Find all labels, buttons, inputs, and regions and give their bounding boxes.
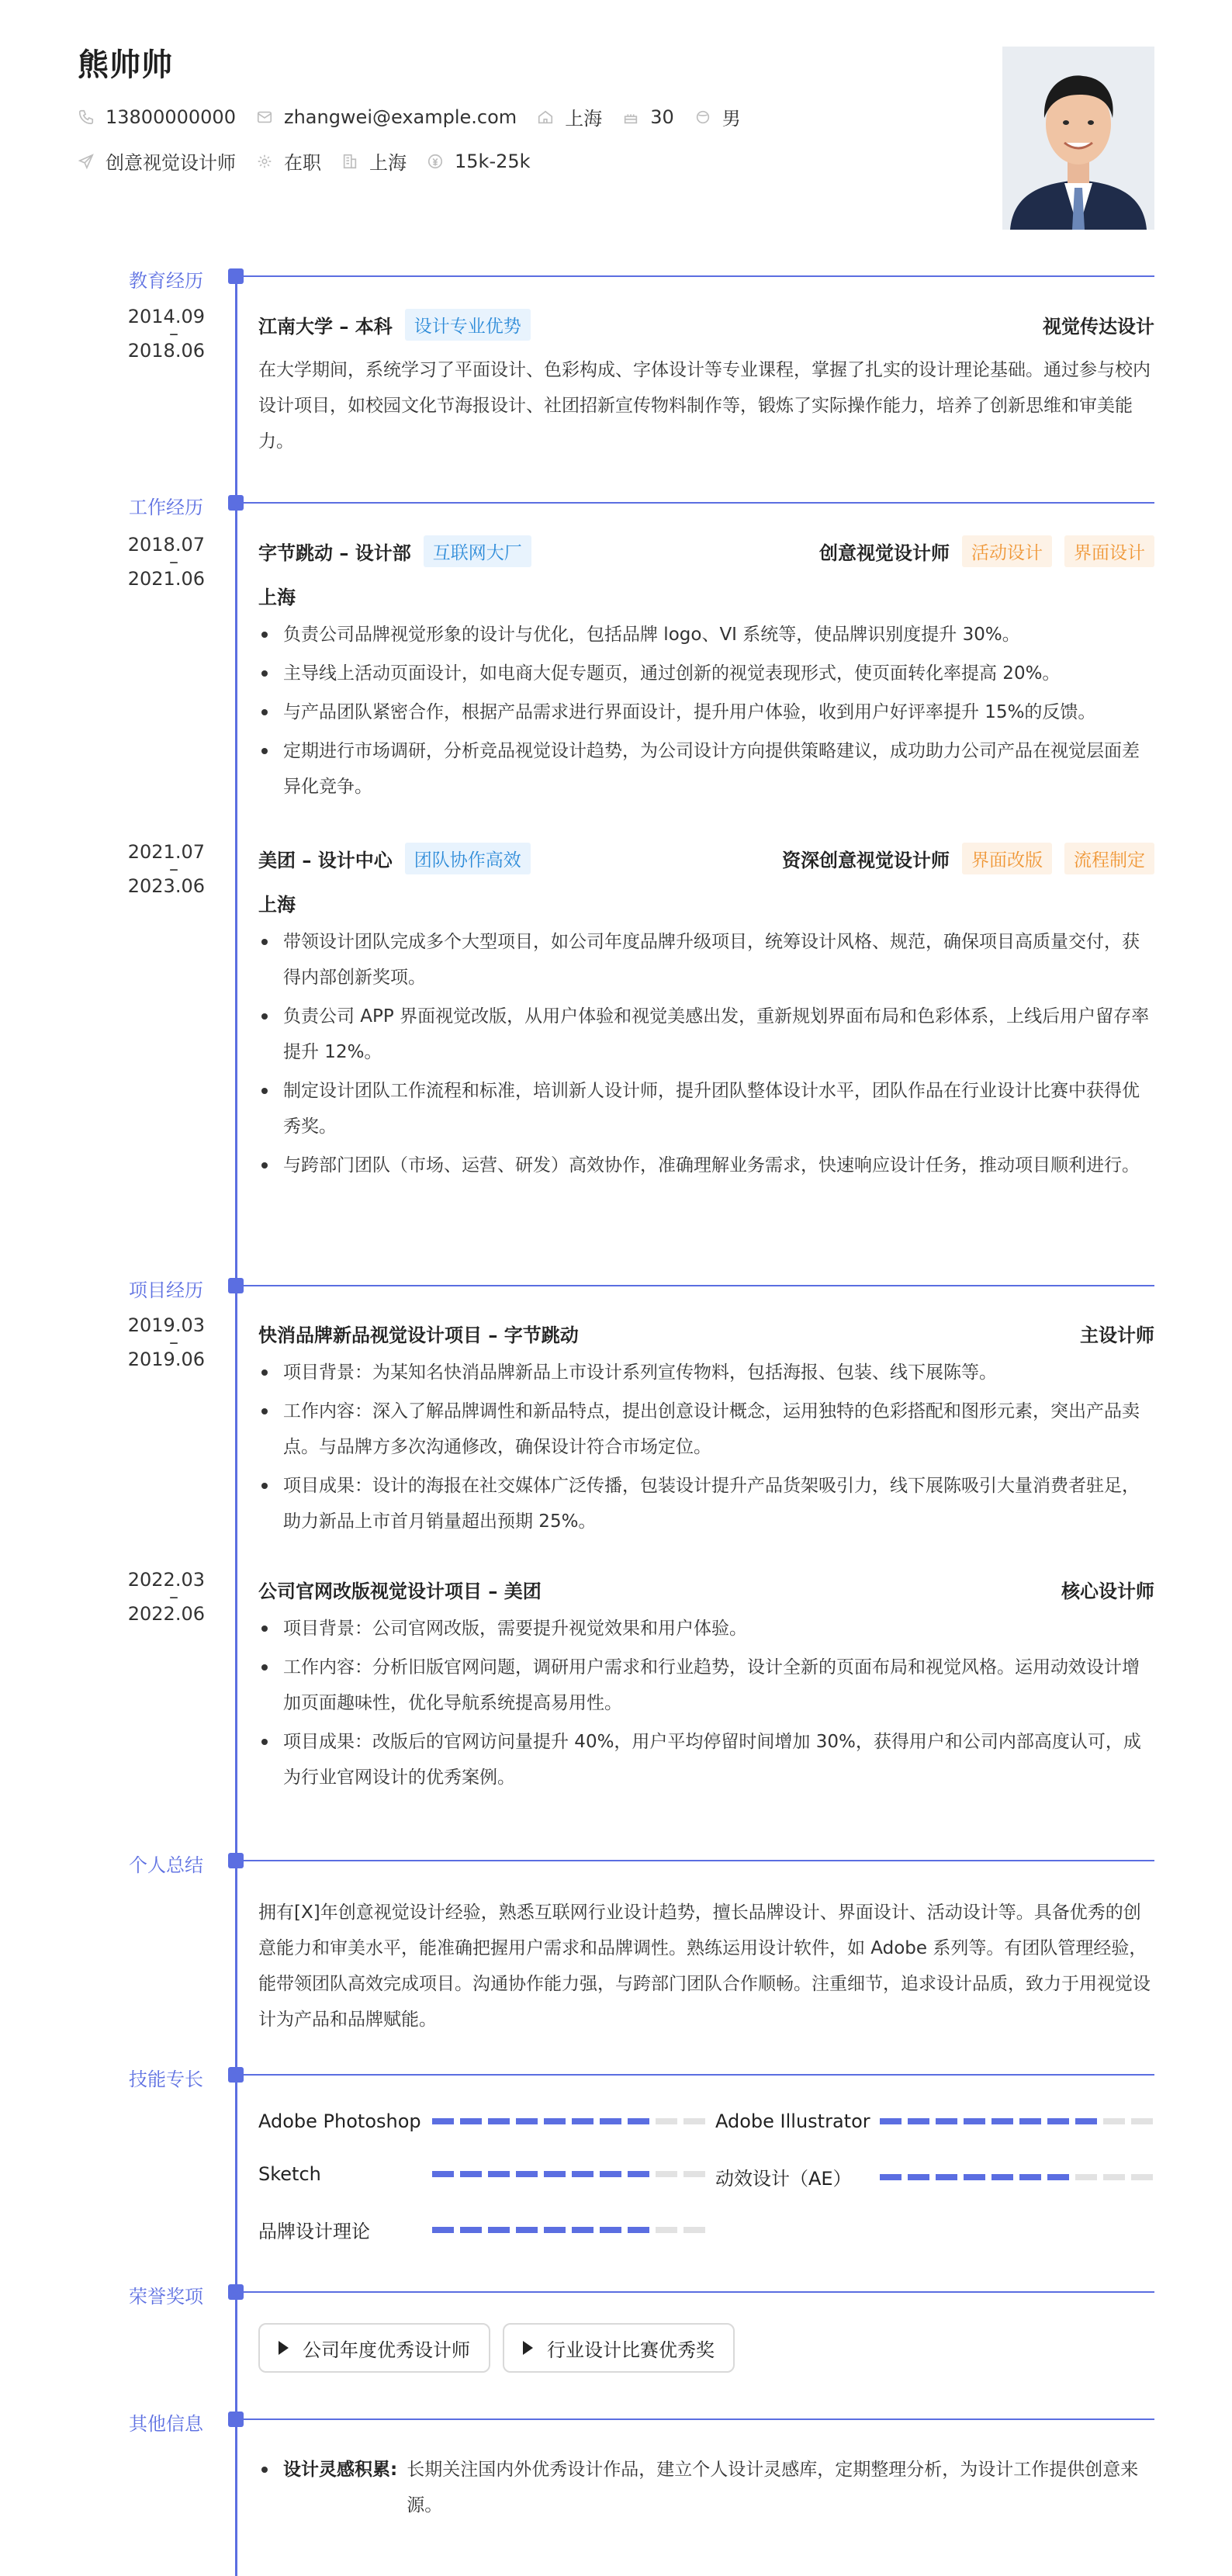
other-value: 长期关注国内外优秀设计作品，建立个人设计灵感库，定期整理分析，为设计工作提供创意来源。 [407, 2460, 1139, 2515]
age-value: 30 [650, 106, 674, 128]
gender-value: 男 [722, 108, 741, 130]
date-dash: – [169, 1586, 178, 1608]
skill-item [715, 2163, 1159, 2190]
skill-level-segment [1103, 2118, 1125, 2124]
money-icon [427, 153, 444, 170]
skill-item [715, 2110, 1159, 2132]
section-title: 工作经历 [129, 497, 203, 518]
skill-level-segment [936, 2174, 957, 2180]
skill-level-segment [1075, 2118, 1097, 2124]
honor-label: 行业设计比赛优秀奖 [547, 2339, 715, 2361]
list-item: 项目成果：设计的海报在社交媒体广泛传播，包装设计提升产品货架吸引力，线下展陈吸引大量消费者驻足，助力新品上市首月销量超出预期 25%。 [258, 1468, 1154, 1539]
skill-level-segment [572, 2171, 594, 2177]
section-divider [244, 502, 1154, 504]
section-summary [0, 1853, 1232, 1876]
section-divider [244, 2291, 1154, 2293]
location-item [537, 103, 602, 130]
role-tag: 界面设计 [1064, 535, 1154, 567]
other-key: 设计灵感积累: [283, 2460, 398, 2480]
skill-level-segment [880, 2118, 902, 2124]
skill-level-segment [880, 2174, 902, 2180]
school-name: 江南大学 – 本科 [258, 315, 393, 338]
education-dates [124, 307, 205, 360]
date-start: 2022.03 [127, 1569, 205, 1591]
entry-header [258, 1575, 1154, 1603]
phone-icon [78, 109, 95, 126]
skill-name: Sketch [258, 2163, 321, 2185]
honor-badge [503, 2323, 735, 2373]
project-dates [124, 1570, 205, 1623]
timeline-dot [228, 495, 244, 511]
skill-level-segment [432, 2118, 454, 2124]
skill-level-segment [683, 2227, 705, 2233]
date-end: 2019.06 [127, 1349, 205, 1370]
email-value: zhangwei@example.com [283, 106, 517, 128]
gender-item [694, 103, 741, 130]
work-entry [258, 537, 1154, 805]
work-dates [124, 843, 205, 895]
skill-level-segment [656, 2227, 677, 2233]
job-role: 创意视觉设计师 [819, 542, 950, 564]
timeline-dot [228, 2412, 244, 2427]
entry-header [258, 844, 1154, 872]
honor-badge [258, 2323, 490, 2373]
skill-item [258, 2163, 711, 2185]
timeline-line [235, 275, 237, 2576]
skill-level-segment [964, 2174, 985, 2180]
project-name: 快消品牌新品视觉设计项目 – 字节跳动 [258, 1324, 579, 1346]
skill-level-segment [600, 2171, 621, 2177]
education-description: 在大学期间，系统学习了平面设计、色彩构成、字体设计等专业课程，掌握了扎实的设计理论基础。通过参与校内设计项目，如校园文化节海报设计、社团招新宣传物料制作等，锻炼了实际操作能力，培养了创新思维和审美能力。 [258, 360, 1151, 452]
salary-value: 15k-25k [455, 150, 531, 172]
date-end: 2022.06 [127, 1603, 205, 1625]
skill-level-segment [683, 2171, 705, 2177]
education-entry [258, 310, 1154, 459]
project-dates [124, 1316, 205, 1369]
skill-name: Adobe Illustrator [715, 2110, 870, 2132]
home-icon [537, 109, 554, 126]
phone-value: 13800000000 [106, 106, 236, 128]
skill-level-segment [488, 2171, 510, 2177]
skill-level-segment [1047, 2118, 1069, 2124]
skill-level-segment [908, 2118, 929, 2124]
skill-level-segment [516, 2171, 538, 2177]
status-item [256, 147, 321, 175]
list-item: 项目成果：改版后的官网访问量提升 40%，用户平均停留时间增加 30%，获得用户和公司内部高度认可，成为行业官网设计的优秀案例。 [258, 1724, 1154, 1795]
entry-header [258, 1319, 1154, 1347]
project-bullets [258, 1355, 1154, 1539]
section-title: 其他信息 [129, 2413, 203, 2435]
company-name: 字节跳动 – 设计部 [258, 542, 411, 564]
skill-level-segment [600, 2118, 621, 2124]
skill-level-segment [1131, 2174, 1153, 2180]
project-bullets [258, 1611, 1154, 1795]
skill-level-bar [432, 2227, 711, 2233]
skill-level-segment [1019, 2174, 1041, 2180]
skill-level-bar [432, 2171, 711, 2177]
role-tag: 活动设计 [962, 535, 1052, 567]
resume-header [78, 40, 1055, 234]
skill-level-segment [1047, 2174, 1069, 2180]
project-entry [258, 1575, 1154, 1795]
skill-level-bar [432, 2118, 711, 2124]
date-start: 2014.09 [127, 306, 205, 327]
skill-level-segment [460, 2118, 482, 2124]
section-title: 荣誉奖项 [129, 2286, 203, 2308]
skill-level-segment [908, 2174, 929, 2180]
age-item [622, 106, 674, 128]
job-role: 资深创意视觉设计师 [782, 849, 950, 871]
date-end: 2021.06 [127, 568, 205, 590]
date-dash: – [169, 858, 178, 880]
section-honors [0, 2284, 1232, 2308]
skill-level-segment [991, 2174, 1013, 2180]
company-tag: 团队协作高效 [405, 843, 531, 874]
role-tag: 界面改版 [962, 843, 1052, 874]
major: 视觉传达设计 [1043, 315, 1154, 338]
timeline-dot [228, 2067, 244, 2083]
skill-level-segment [1075, 2174, 1097, 2180]
skill-level-segment [628, 2118, 649, 2124]
job-title-value: 创意视觉设计师 [106, 152, 236, 174]
list-item: 工作内容：分析旧版官网问题，调研用户需求和行业趋势，设计全新的页面布局和视觉风格。运用动效设计增加页面趣味性，优化导航系统提高易用性。 [258, 1650, 1154, 1721]
skill-level-segment [460, 2171, 482, 2177]
education-tag: 设计专业优势 [405, 309, 531, 341]
other-info-list [258, 2452, 1154, 2523]
section-projects [0, 1278, 1232, 1301]
skill-level-segment [544, 2227, 566, 2233]
work-dates [124, 535, 205, 588]
date-start: 2019.03 [127, 1314, 205, 1336]
building-icon [341, 153, 358, 170]
list-item: 负责公司 APP 界面视觉改版，从用户体验和视觉美感出发，重新规划界面布局和色彩体系，上线后用户留存率提升 12%。 [258, 999, 1154, 1070]
job-title-item [78, 147, 236, 175]
section-education [0, 268, 1232, 292]
section-title: 技能专长 [129, 2069, 203, 2090]
mail-icon [256, 109, 273, 126]
skill-level-segment [432, 2227, 454, 2233]
skill-level-segment [656, 2118, 677, 2124]
play-icon [523, 2341, 533, 2355]
list-item: 工作内容：深入了解品牌调性和新品特点，提出创意设计概念，运用独特的色彩搭配和图形元素，突出产品卖点。与品牌方多次沟通修改，确保设计符合市场定位。 [258, 1394, 1154, 1465]
list-item: 主导线上活动页面设计，如电商大促专题页，通过创新的视觉表现形式，使页面转化率提高 20%。 [258, 656, 1154, 691]
cake-icon [622, 109, 639, 126]
target-city-item [341, 147, 407, 175]
project-role: 核心设计师 [1061, 1580, 1154, 1602]
job-intent-row [78, 147, 1055, 175]
person-portrait-icon [1002, 47, 1154, 230]
skill-item [258, 2110, 711, 2132]
skill-level-bar [880, 2174, 1159, 2180]
list-item: 与跨部门团队（市场、运营、研发）高效协作，准确理解业务需求，快速响应设计任务，推动项目顺利进行。 [258, 1148, 1154, 1183]
section-divider [244, 1860, 1154, 1861]
skill-level-segment [516, 2227, 538, 2233]
project-name: 公司官网改版视觉设计项目 – 美团 [258, 1580, 542, 1602]
work-city: 上海 [258, 894, 296, 916]
section-divider [244, 2074, 1154, 2076]
honor-label: 公司年度优秀设计师 [303, 2339, 470, 2361]
skill-level-segment [516, 2118, 538, 2124]
summary-text: 拥有[X]年创意视觉设计经验，熟悉互联网行业设计趋势，擅长品牌设计、界面设计、活动设计等。具备优秀的创意能力和审美水平，能准确把握用户需求和品牌调性。熟练运用设计软件，如 Adobe 系列等。有团队管理经验，能带领团队高效完成项目。沟通协作能力强，与跨部门团队合作顺畅。注重细节，追求设计品质，致力于用视觉设计为产品和品牌赋能。 [258, 1903, 1151, 2030]
work-bullets [258, 617, 1154, 805]
skill-level-segment [544, 2118, 566, 2124]
date-dash: – [169, 551, 178, 573]
section-work [0, 495, 1232, 518]
phone-item [78, 106, 236, 128]
section-title: 项目经历 [129, 1279, 203, 1301]
section-other [0, 2412, 1232, 2435]
list-item: 与产品团队紧密合作，根据产品需求进行界面设计，提升用户体验，收到用户好评率提升 15%的反馈。 [258, 694, 1154, 730]
skill-level-segment [432, 2171, 454, 2177]
skill-name: 品牌设计理论 [258, 2221, 370, 2242]
send-icon [78, 153, 95, 170]
skill-level-segment [600, 2227, 621, 2233]
section-title: 教育经历 [129, 270, 203, 292]
skill-level-segment [628, 2171, 649, 2177]
contact-row [78, 103, 1055, 130]
status-icon [256, 153, 273, 170]
skill-level-segment [488, 2118, 510, 2124]
date-end: 2018.06 [127, 340, 205, 362]
project-entry [258, 1319, 1154, 1539]
skill-level-segment [544, 2171, 566, 2177]
date-start: 2018.07 [127, 534, 205, 556]
company-tag: 互联网大厂 [424, 535, 531, 567]
skill-level-segment [683, 2118, 705, 2124]
section-skills [0, 2067, 1232, 2090]
skill-level-segment [628, 2227, 649, 2233]
section-title: 个人总结 [129, 1854, 203, 1876]
skill-level-segment [1131, 2118, 1153, 2124]
list-item: 带领设计团队完成多个大型项目，如公司年度品牌升级项目，统筹设计风格、规范，确保项目高质量交付，获得内部创新奖项。 [258, 924, 1154, 995]
date-start: 2021.07 [127, 841, 205, 863]
list-item: 项目背景：公司官网改版，需要提升视觉效果和用户体验。 [258, 1611, 1154, 1646]
project-role: 主设计师 [1080, 1324, 1154, 1346]
timeline-dot [228, 1853, 244, 1868]
entry-header [258, 537, 1154, 565]
section-divider [244, 1285, 1154, 1286]
date-dash: – [169, 1331, 178, 1353]
list-item: 负责公司品牌视觉形象的设计与优化，包括品牌 logo、VI 系统等，使品牌识别度提升 30%。 [258, 617, 1154, 653]
skill-level-segment [572, 2118, 594, 2124]
skill-name: 动效设计（AE） [715, 2168, 852, 2190]
status-value: 在职 [284, 152, 321, 174]
summary-entry [258, 1885, 1154, 2038]
skill-name: Adobe Photoshop [258, 2110, 421, 2132]
skill-level-segment [656, 2171, 677, 2177]
date-end: 2023.06 [127, 875, 205, 897]
list-item [258, 2452, 1154, 2523]
list-item: 定期进行市场调研，分析竞品视觉设计趋势，为公司设计方向提供策略建议，成功助力公司产品在视觉层面差异化竞争。 [258, 733, 1154, 805]
play-icon [279, 2341, 289, 2355]
list-item: 项目背景：为某知名快消品牌新品上市设计系列宣传物料，包括海报、包装、线下展陈等。 [258, 1355, 1154, 1390]
target-city-value: 上海 [369, 152, 407, 174]
entry-header [258, 310, 1154, 338]
section-divider [244, 2418, 1154, 2420]
profile-photo [1002, 47, 1154, 230]
skill-level-segment [572, 2227, 594, 2233]
work-entry [258, 844, 1154, 1183]
timeline-dot [228, 2284, 244, 2300]
work-city: 上海 [258, 587, 296, 608]
section-divider [244, 275, 1154, 277]
work-bullets [258, 924, 1154, 1183]
skill-level-segment [488, 2227, 510, 2233]
location-value: 上海 [565, 108, 603, 130]
company-name: 美团 – 设计中心 [258, 849, 393, 871]
list-item: 制定设计团队工作流程和标准，培训新人设计师，提升团队整体设计水平，团队作品在行业设计比赛中获得优秀奖。 [258, 1073, 1154, 1144]
skill-level-segment [964, 2118, 985, 2124]
skill-level-bar [880, 2118, 1159, 2124]
skill-level-segment [991, 2118, 1013, 2124]
gender-icon [694, 109, 711, 126]
candidate-name: 熊帅帅 [78, 47, 173, 83]
salary-item [427, 151, 531, 172]
timeline-dot [228, 268, 244, 284]
skill-item [258, 2216, 711, 2243]
skill-level-segment [1019, 2118, 1041, 2124]
skill-level-segment [936, 2118, 957, 2124]
skill-level-segment [1103, 2174, 1125, 2180]
skill-level-segment [460, 2227, 482, 2233]
email-item [256, 106, 517, 128]
role-tag: 流程制定 [1064, 843, 1154, 874]
timeline-dot [228, 1278, 244, 1293]
date-dash: – [169, 323, 178, 345]
